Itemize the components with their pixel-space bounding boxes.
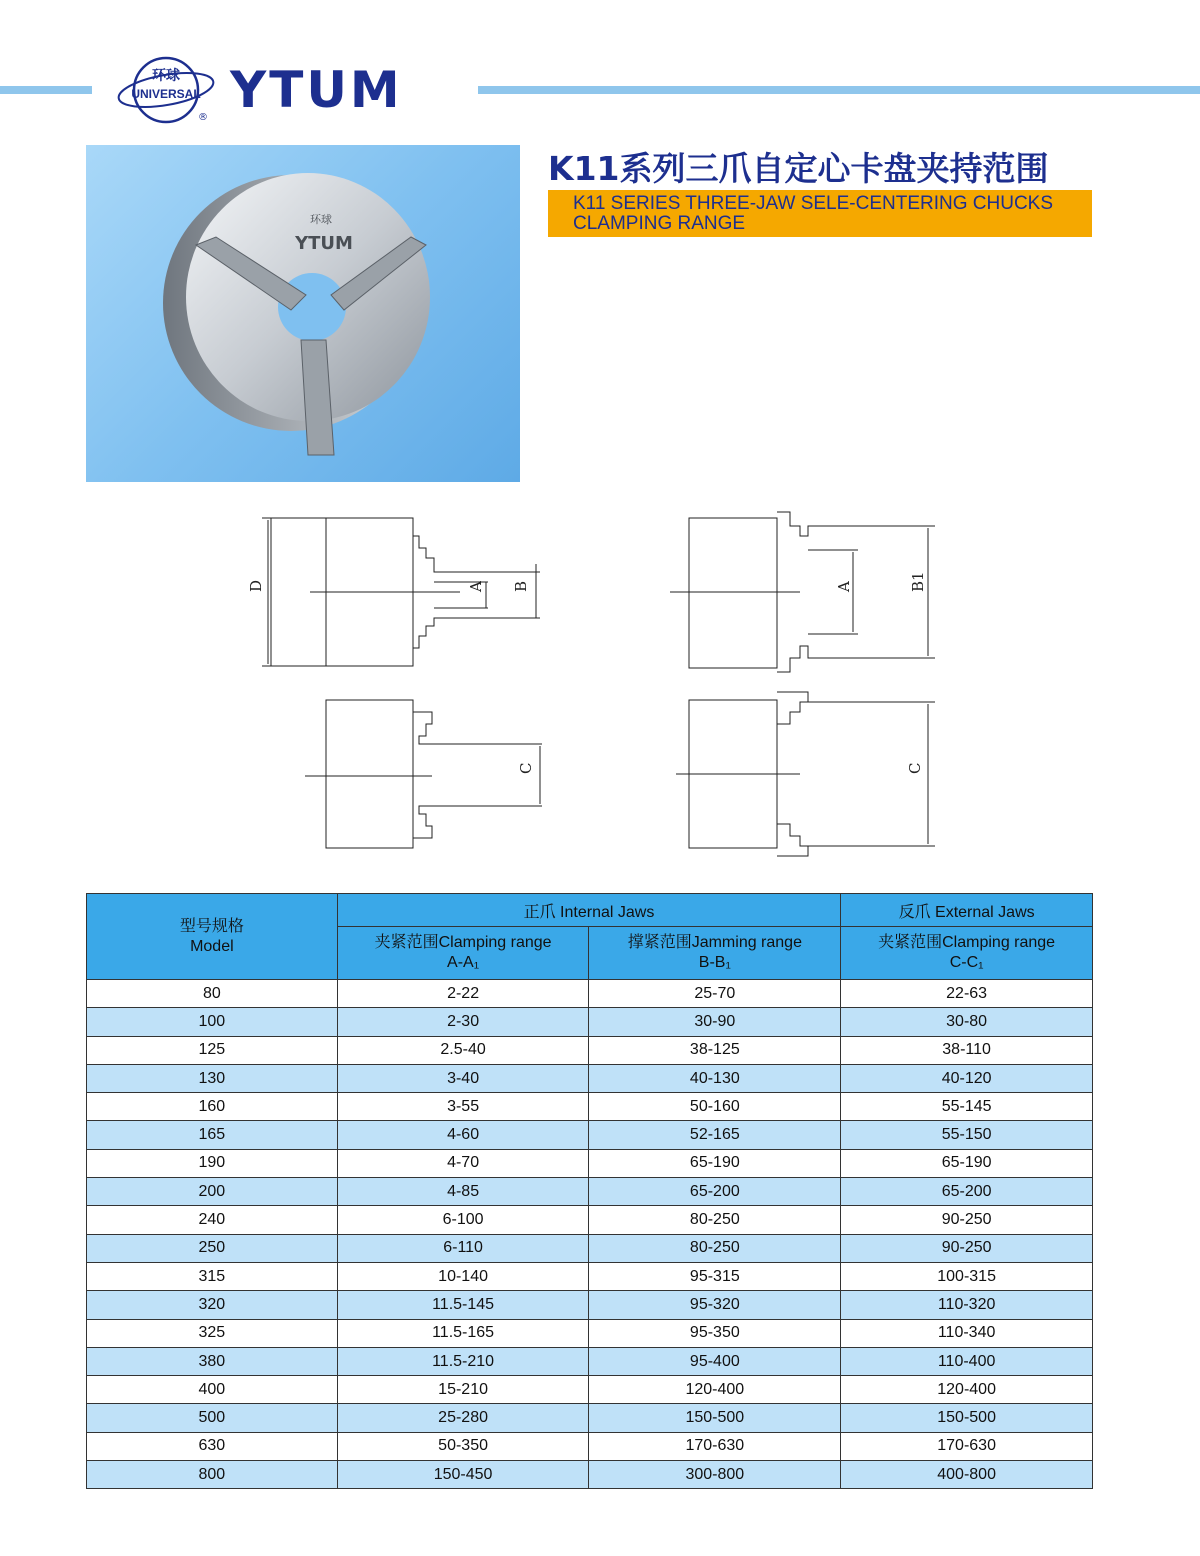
internal-jaws-header: 正爪 Internal Jaws xyxy=(337,894,841,927)
clamping-c-cell: 170-630 xyxy=(841,1432,1093,1460)
clamping-c-cell: 90-250 xyxy=(841,1234,1093,1262)
clamping-c-cell: 55-145 xyxy=(841,1093,1093,1121)
photo-brand-cn: 环球 xyxy=(310,213,332,226)
header-bar-right xyxy=(478,86,1200,94)
universal-logo xyxy=(116,52,216,124)
clamping-a-cell: 11.5-210 xyxy=(337,1347,589,1375)
model-cell: 320 xyxy=(87,1291,338,1319)
clamping-range-table xyxy=(86,893,1093,1489)
clamping-a-cell: 4-60 xyxy=(337,1121,589,1149)
page-title-en xyxy=(573,194,1053,234)
clamping-a-cell: 50-350 xyxy=(337,1432,589,1460)
label-c2: C xyxy=(906,762,924,774)
clamping-a-cell: 150-450 xyxy=(337,1461,589,1489)
registered-mark-icon: ® xyxy=(198,112,208,123)
jamming-b-cell: 150-500 xyxy=(589,1404,841,1432)
table-row xyxy=(87,1178,1093,1206)
table-row xyxy=(87,1376,1093,1404)
clamping-c-cell: 38-110 xyxy=(841,1036,1093,1064)
table-row xyxy=(87,1319,1093,1347)
model-cell: 250 xyxy=(87,1234,338,1262)
table-row xyxy=(87,1347,1093,1375)
clamping-a-cell: 25-280 xyxy=(337,1404,589,1432)
table-row xyxy=(87,1036,1093,1064)
clamping-a-cell: 15-210 xyxy=(337,1376,589,1404)
clamping-c-cell: 30-80 xyxy=(841,1008,1093,1036)
label-b1: B1 xyxy=(909,571,927,592)
model-cell: 100 xyxy=(87,1008,338,1036)
jamming-b-cell: 95-320 xyxy=(589,1291,841,1319)
jamming-b-cell: 95-350 xyxy=(589,1319,841,1347)
diagram-internal-ab xyxy=(247,518,540,666)
table-row xyxy=(87,1262,1093,1290)
diagram-internal-b1 xyxy=(670,512,935,672)
brand-wordmark: YTUM xyxy=(230,61,403,119)
model-cell: 380 xyxy=(87,1347,338,1375)
clamping-c-cell: 120-400 xyxy=(841,1376,1093,1404)
clamping-c-cell: 110-340 xyxy=(841,1319,1093,1347)
clamping-c-cell: 65-200 xyxy=(841,1178,1093,1206)
table-row xyxy=(87,1093,1093,1121)
clamping-c-cell: 100-315 xyxy=(841,1262,1093,1290)
jamming-b-cell: 95-315 xyxy=(589,1262,841,1290)
table-row xyxy=(87,1064,1093,1092)
jamming-b-cell: 170-630 xyxy=(589,1432,841,1460)
clamping-c-cell: 40-120 xyxy=(841,1064,1093,1092)
jamming-b-cell: 50-160 xyxy=(589,1093,841,1121)
table-row xyxy=(87,980,1093,1008)
jamming-b-cell: 120-400 xyxy=(589,1376,841,1404)
jamming-b-cell: 52-165 xyxy=(589,1121,841,1149)
clamping-c-cell: 110-320 xyxy=(841,1291,1093,1319)
table-row xyxy=(87,1121,1093,1149)
jamming-b-cell: 38-125 xyxy=(589,1036,841,1064)
clamping-range-c-header: 夹紧范围Clamping range C-C₁ xyxy=(841,927,1093,980)
clamping-range-a-header: 夹紧范围Clamping range A-A₁ xyxy=(337,927,589,980)
jamming-b-cell: 30-90 xyxy=(589,1008,841,1036)
model-cell: 130 xyxy=(87,1064,338,1092)
label-d: D xyxy=(247,579,265,592)
table-row xyxy=(87,1291,1093,1319)
jamming-b-cell: 25-70 xyxy=(589,980,841,1008)
jamming-b-cell: 95-400 xyxy=(589,1347,841,1375)
diagram-external-c xyxy=(305,700,542,848)
clamping-a-cell: 11.5-165 xyxy=(337,1319,589,1347)
jamming-b-cell: 80-250 xyxy=(589,1206,841,1234)
table-row xyxy=(87,1432,1093,1460)
model-header: 型号规格 Model xyxy=(87,894,338,980)
clamping-c-cell: 110-400 xyxy=(841,1347,1093,1375)
model-cell: 160 xyxy=(87,1093,338,1121)
table-row xyxy=(87,1008,1093,1036)
external-jaws-header: 反爪 External Jaws xyxy=(841,894,1093,927)
clamping-a-cell: 10-140 xyxy=(337,1262,589,1290)
label-b: B xyxy=(512,580,530,592)
clamping-a-cell: 3-55 xyxy=(337,1093,589,1121)
jamming-b-cell: 65-190 xyxy=(589,1149,841,1177)
clamping-c-cell: 22-63 xyxy=(841,980,1093,1008)
clamping-a-cell: 11.5-145 xyxy=(337,1291,589,1319)
header-bar-left xyxy=(0,86,92,94)
jamming-b-cell: 40-130 xyxy=(589,1064,841,1092)
logo-en-text: UNIVERSAL xyxy=(131,87,201,101)
model-cell: 325 xyxy=(87,1319,338,1347)
model-cell: 200 xyxy=(87,1178,338,1206)
clamping-c-cell: 90-250 xyxy=(841,1206,1093,1234)
title-en-line2: CLAMPING RANGE xyxy=(573,213,746,234)
clamping-c-cell: 400-800 xyxy=(841,1461,1093,1489)
jamming-range-b-header: 撑紧范围Jamming range B-B₁ xyxy=(589,927,841,980)
label-a2: A xyxy=(835,581,853,592)
clamping-a-cell: 4-85 xyxy=(337,1178,589,1206)
clamping-c-cell: 65-190 xyxy=(841,1149,1093,1177)
table-row xyxy=(87,1149,1093,1177)
model-cell: 190 xyxy=(87,1149,338,1177)
jamming-b-cell: 300-800 xyxy=(589,1461,841,1489)
clamping-a-cell: 6-110 xyxy=(337,1234,589,1262)
label-c: C xyxy=(517,762,535,774)
clamping-a-cell: 3-40 xyxy=(337,1064,589,1092)
table-row xyxy=(87,1404,1093,1432)
clamping-a-cell: 2-30 xyxy=(337,1008,589,1036)
logo-cn-text: 环球 xyxy=(152,68,180,84)
table-row xyxy=(87,1461,1093,1489)
model-cell: 800 xyxy=(87,1461,338,1489)
model-cell: 240 xyxy=(87,1206,338,1234)
clamping-a-cell: 4-70 xyxy=(337,1149,589,1177)
table-body xyxy=(87,980,1093,1489)
photo-brand: YTUM xyxy=(295,233,353,254)
jamming-b-cell: 80-250 xyxy=(589,1234,841,1262)
model-cell: 80 xyxy=(87,980,338,1008)
table-row xyxy=(87,1206,1093,1234)
clamping-c-cell: 150-500 xyxy=(841,1404,1093,1432)
model-cell: 165 xyxy=(87,1121,338,1149)
model-cell: 630 xyxy=(87,1432,338,1460)
title-band xyxy=(548,190,1092,237)
page-title-cn: K11系列三爪自定心卡盘夹持范围 xyxy=(548,149,1049,188)
clamping-a-cell: 2-22 xyxy=(337,980,589,1008)
dimension-diagrams xyxy=(0,500,1200,880)
model-cell: 400 xyxy=(87,1376,338,1404)
clamping-a-cell: 2.5-40 xyxy=(337,1036,589,1064)
diagram-external-c-large xyxy=(676,692,935,856)
title-en-line1: K11 SERIES THREE-JAW SELE-CENTERING CHUCKS xyxy=(573,193,1054,214)
jamming-b-cell: 65-200 xyxy=(589,1178,841,1206)
product-photo xyxy=(86,145,520,482)
model-cell: 125 xyxy=(87,1036,338,1064)
clamping-c-cell: 55-150 xyxy=(841,1121,1093,1149)
table-row xyxy=(87,1234,1093,1262)
model-cell: 500 xyxy=(87,1404,338,1432)
label-a: A xyxy=(467,581,485,592)
clamping-a-cell: 6-100 xyxy=(337,1206,589,1234)
model-cell: 315 xyxy=(87,1262,338,1290)
